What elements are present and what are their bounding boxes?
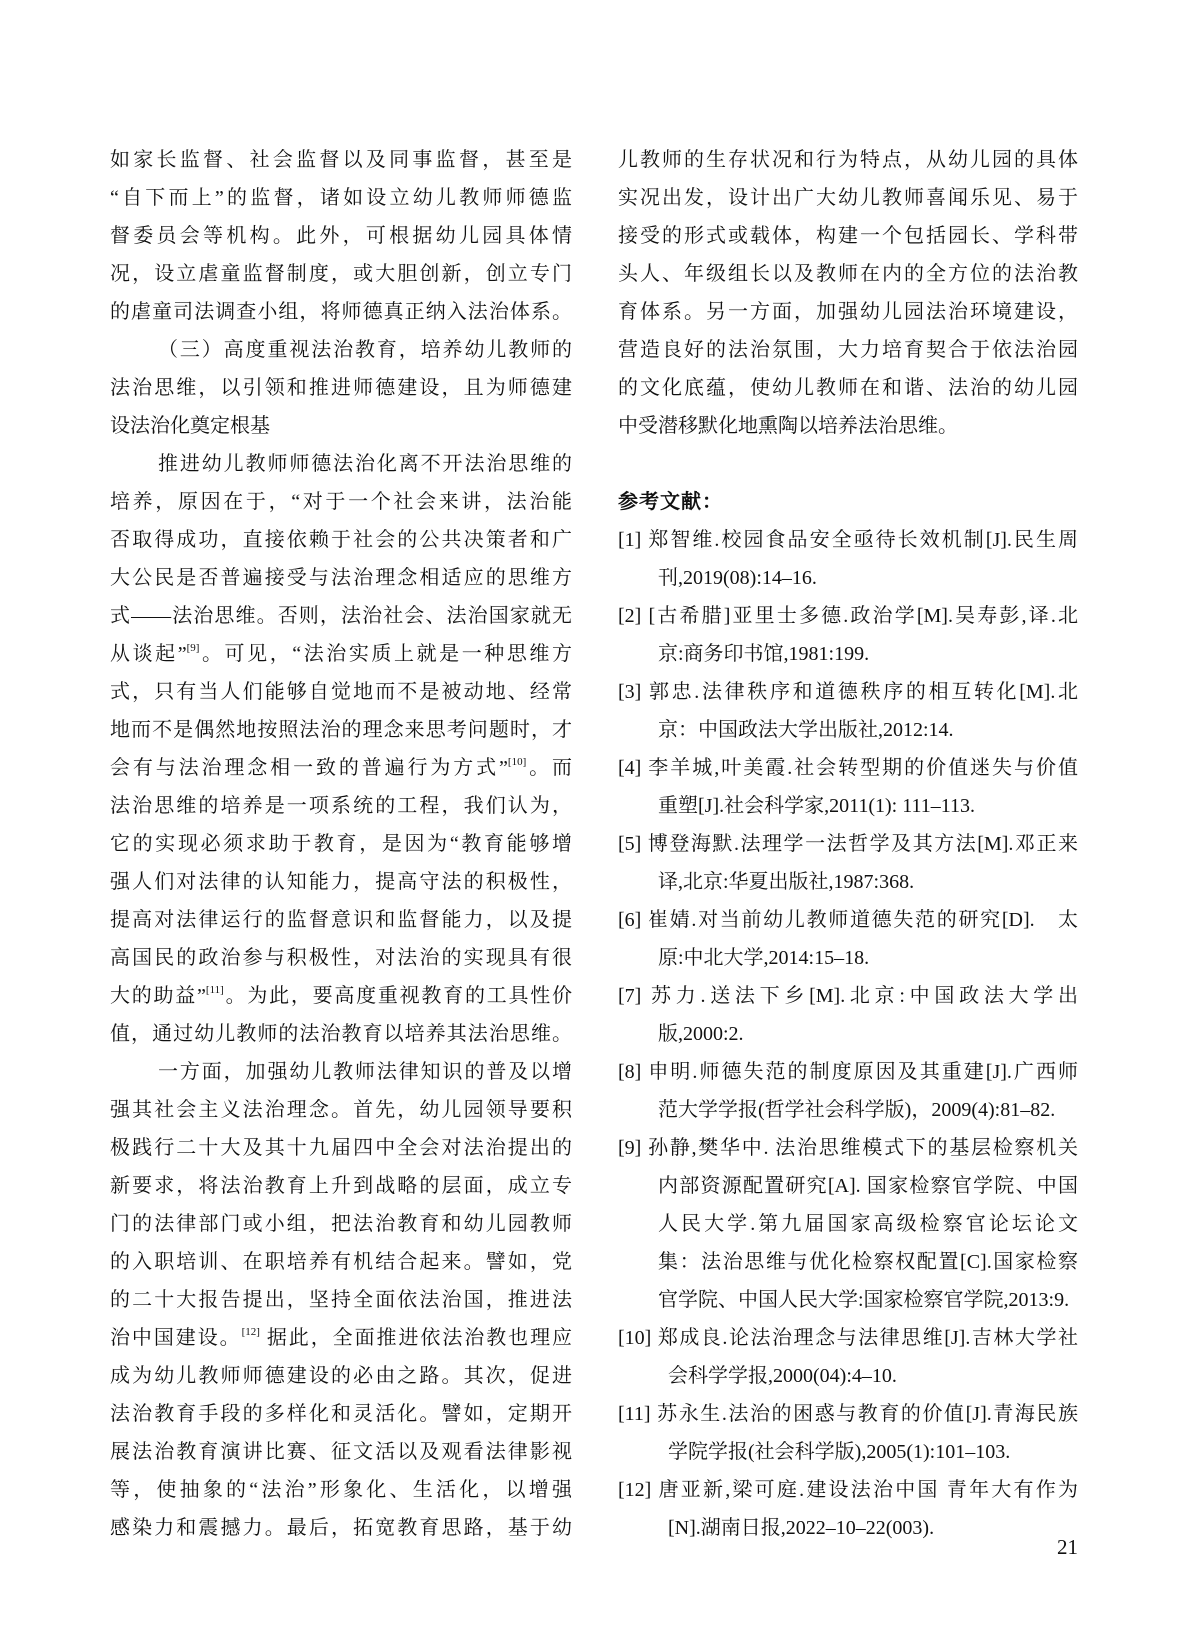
- right-column-body: [618, 141, 1078, 445]
- spacer: [618, 445, 1078, 483]
- text-line: 门的法律部门或小组，把法治教育和幼儿园教师: [110, 1213, 572, 1235]
- text-line: 式——法治思维。否则，法治社会、法治国家就无: [110, 605, 572, 627]
- text-line: 的二十大报告提出，坚持全面依法治国，推进法: [110, 1289, 572, 1311]
- text-line: 展法治教育演讲比赛、征文活以及观看法律影视: [110, 1441, 572, 1463]
- text-line: 提高对法律运行的监督意识和监督能力，以及提: [110, 909, 572, 931]
- text-line: 大的助益”[11]。为此，要高度重视教育的工具性价: [110, 984, 572, 1007]
- text-line: 感染力和震撼力。最后，拓宽教育思路，基于幼: [110, 1517, 572, 1539]
- text-line: 接受的形式或载体，构建一个包括园长、学科带: [618, 225, 1078, 247]
- text-line: 一方面，加强幼儿教师法律知识的普及以增: [158, 1061, 572, 1083]
- text-line: 地而不是偶然地按照法治的理念来思考问题时，才: [110, 719, 572, 741]
- text-line: 等，使抽象的“法治”形象化、生活化，以增强: [110, 1479, 572, 1501]
- reference-line: [N].湖南日报,2022–10–22(003).: [668, 1517, 935, 1539]
- text-line: 值，通过幼儿教师的法治教育以培养其法治思维。: [110, 1023, 572, 1045]
- reference-line: [2] [古希腊]亚里士多德.政治学[M].吴寿彭,译.北: [618, 605, 1078, 627]
- text-line: 的入职培训、在职培养有机结合起来。譬如，党: [110, 1251, 572, 1273]
- text-line: 成为幼儿教师师德建设的必由之路。其次，促进: [110, 1365, 572, 1387]
- reference-line: 重塑[J].社会科学家,2011(1): 111–113.: [658, 795, 976, 817]
- reference-line: 内部资源配置研究[A]. 国家检察官学院、中国: [658, 1175, 1078, 1197]
- reference-line: 原:中北大学,2014:15–18.: [658, 947, 870, 969]
- text-line: （三）高度重视法治教育，培养幼儿教师的: [158, 339, 572, 361]
- text-line: 强其社会主义法治理念。首先，幼儿园领导要积: [110, 1099, 572, 1121]
- text-line: 从谈起”[9]。可见，“法治实质上就是一种思维方: [110, 642, 572, 665]
- citation-superscript: [9]: [186, 642, 200, 654]
- reference-line: 会科学学报,2000(04):4–10.: [668, 1365, 897, 1387]
- reference-line: [3] 郭忠.法律秩序和道德秩序的相互转化[M].北: [618, 681, 1078, 703]
- reference-line: [12] 唐亚新,梁可庭.建设法治中国 青年大有作为: [618, 1479, 1078, 1501]
- text-line: 培养，原因在于，“对于一个社会来讲，法治能: [110, 491, 572, 513]
- reference-line: [11] 苏永生.法治的困惑与教育的价值[J].青海民族: [618, 1403, 1078, 1425]
- text-line: 实况出发，设计出广大幼儿教师喜闻乐见、易于: [618, 187, 1078, 209]
- text-line: 推进幼儿教师师德法治化离不开法治思维的: [158, 453, 572, 475]
- reference-line: [1] 郑智维.校园食品安全亟待长效机制[J].民生周: [618, 529, 1078, 551]
- text-line: 头人、年级组长以及教师在内的全方位的法治教: [618, 263, 1078, 285]
- reference-line: [7] 苏力.送法下乡[M].北京:中国政法大学出: [618, 985, 1078, 1007]
- text-line: “自下而上”的监督，诸如设立幼儿教师师德监: [110, 187, 572, 209]
- text-line: 治中国建设。[12] 据此，全面推进依法治教也理应: [110, 1326, 572, 1349]
- text-line: 的文化底蕴，使幼儿教师在和谐、法治的幼儿园: [618, 377, 1078, 399]
- reference-line: [10] 郑成良.论法治理念与法律思维[J].吉林大学社: [618, 1327, 1078, 1349]
- reference-line: 版,2000:2.: [658, 1023, 744, 1045]
- page-number: 21: [1057, 1535, 1078, 1559]
- reference-line: 人民大学.第九届国家高级检察官论坛论文: [658, 1213, 1078, 1235]
- reference-line: 官学院、中国人民大学:国家检察官学院,2013:9.: [658, 1289, 1070, 1311]
- reference-line: [9] 孙静,樊华中. 法治思维模式下的基层检察机关: [618, 1137, 1078, 1159]
- text-line: 大公民是否普遍接受与法治理念相适应的思维方: [110, 567, 572, 589]
- text-line: 中受潜移默化地熏陶以培养法治思维。: [618, 415, 958, 437]
- text-line: 设法治化奠定根基: [110, 415, 270, 437]
- text-line: 法治教育手段的多样化和灵活化。譬如，定期开: [110, 1403, 572, 1425]
- citation-superscript: [10]: [507, 756, 527, 768]
- text-line: 高国民的政治参与积极性，对法治的实现具有很: [110, 947, 572, 969]
- text-line: 如家长监督、社会监督以及同事监督，甚至是: [110, 149, 572, 171]
- text-line: 否取得成功，直接依赖于社会的公共决策者和广: [110, 529, 572, 551]
- text-line: 极践行二十大及其十九届四中全会对法治提出的: [110, 1137, 572, 1159]
- reference-line: [6] 崔婧.对当前幼儿教师道德失范的研究[D]. 太: [618, 909, 1078, 931]
- text-line: 况，设立虐童监督制度，或大胆创新，创立专门: [110, 263, 572, 285]
- references-heading: 参考文献：: [618, 491, 723, 513]
- text-line: 营造良好的法治氛围，大力培育契合于依法治园: [618, 339, 1078, 361]
- reference-line: 学院学报(社会科学版),2005(1):101–103.: [668, 1441, 1011, 1463]
- text-line: 法治思维的培养是一项系统的工程，我们认为，: [110, 795, 572, 817]
- reference-line: [8] 申明.师德失范的制度原因及其重建[J].广西师: [618, 1061, 1078, 1083]
- text-line: 会有与法治理念相一致的普遍行为方式”[10]。而: [110, 756, 572, 779]
- text-line: 督委员会等机构。此外，可根据幼儿园具体情: [110, 225, 572, 247]
- citation-superscript: [11]: [205, 984, 224, 996]
- text-line: 的虐童司法调查小组，将师德真正纳入法治体系。: [110, 301, 572, 323]
- reference-line: 刊,2019(08):14–16.: [658, 567, 817, 589]
- reference-line: [5] 博登海默.法理学一法哲学及其方法[M].邓正来: [618, 833, 1078, 855]
- text-line: 强人们对法律的认知能力，提高守法的积极性，: [110, 871, 572, 893]
- left-column: [110, 141, 572, 1547]
- reference-line: [4] 李羊城,叶美霞.社会转型期的价值迷失与价值: [618, 757, 1078, 779]
- reference-line: 集：法治思维与优化检察权配置[C].国家检察: [658, 1251, 1078, 1273]
- reference-line: 译,北京:华夏出版社,1987:368.: [658, 871, 915, 893]
- reference-line: 范大学学报(哲学社会科学版)，2009(4):81–82.: [658, 1099, 1056, 1121]
- text-line: 儿教师的生存状况和行为特点，从幼儿园的具体: [618, 149, 1078, 171]
- text-line: 式，只有当人们能够自觉地而不是被动地、经常: [110, 681, 572, 703]
- reference-line: 京:商务印书馆,1981:199.: [658, 643, 870, 665]
- text-line: 新要求，将法治教育上升到战略的层面，成立专: [110, 1175, 572, 1197]
- text-line: 育体系。另一方面，加强幼儿园法治环境建设，: [618, 301, 1078, 323]
- text-line: 它的实现必须求助于教育，是因为“教育能够增: [110, 833, 572, 855]
- reference-line: 京：中国政法大学出版社,2012:14.: [658, 719, 954, 741]
- references-list: [618, 521, 1078, 1547]
- text-line: 法治思维，以引领和推进师德建设，且为师德建: [110, 377, 572, 399]
- right-column: [618, 141, 1078, 1547]
- citation-superscript: [12]: [241, 1326, 260, 1338]
